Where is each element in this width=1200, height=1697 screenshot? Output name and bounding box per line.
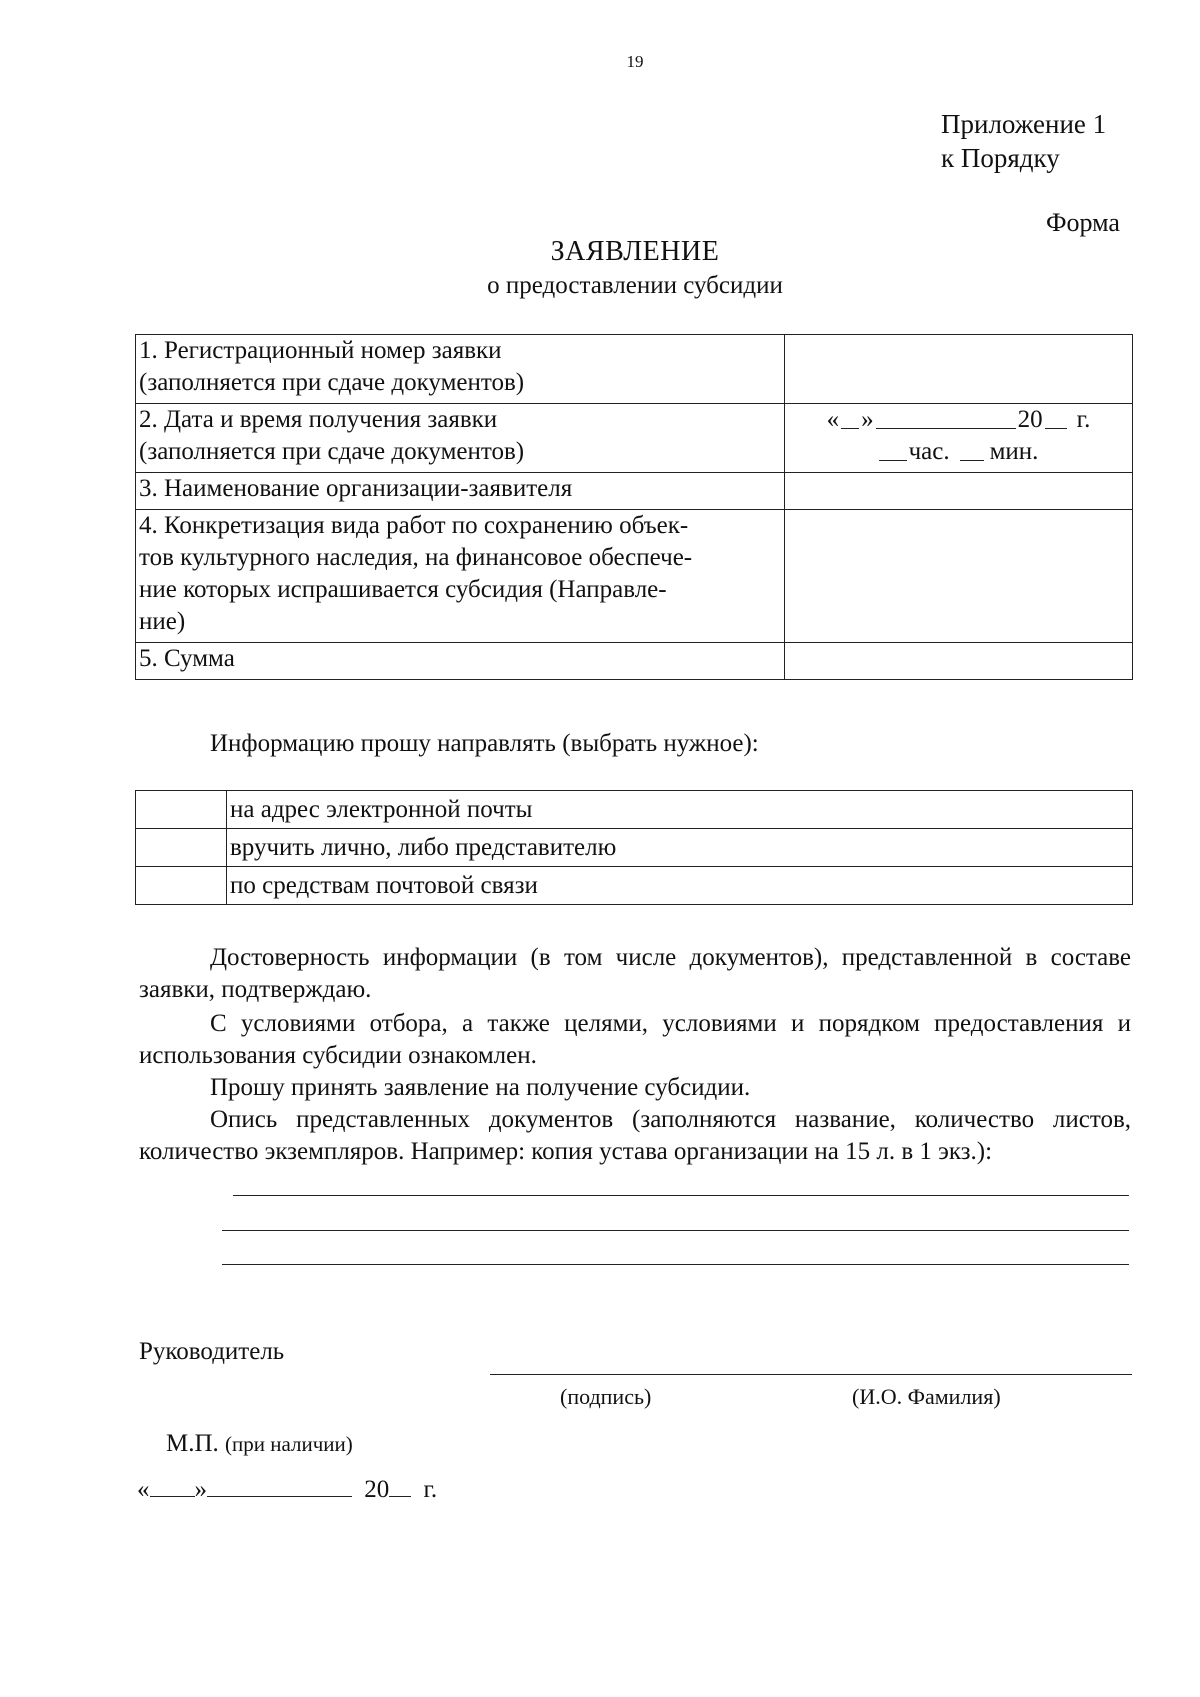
row-label [136, 473, 785, 510]
inventory-line[interactable] [222, 1264, 1129, 1265]
seal-text: М.П. [166, 1430, 219, 1457]
appendix-line-1: Приложение 1 [941, 109, 1107, 139]
table-row [136, 335, 1133, 404]
delivery-option-checkbox[interactable] [136, 829, 227, 867]
signature-caption: (подпись) [560, 1384, 652, 1409]
delivery-option-row [136, 829, 1133, 867]
inventory-line[interactable] [222, 1230, 1129, 1231]
request-paragraph: Прошу принять заявление на получение субсидии. [210, 1074, 751, 1101]
delivery-option-checkbox[interactable] [136, 867, 227, 905]
appendix-header [941, 107, 1106, 175]
year-suffix: г. [423, 1476, 438, 1503]
row-label-line: 5. Сумма [139, 645, 235, 672]
row-label-line: (заполняется при сдаче документов) [139, 369, 525, 396]
delivery-option-label: на адрес электронной почты [227, 791, 1133, 829]
table-row [136, 473, 1133, 510]
name-caption: (И.О. Фамилия) [852, 1384, 1001, 1409]
delivery-option-label: по средствам почтовой связи [227, 867, 1133, 905]
hours-label: час. [908, 438, 950, 465]
table-row [136, 643, 1133, 680]
minutes-label: мин. [989, 438, 1039, 465]
day-blank[interactable] [150, 1474, 195, 1497]
appendix-line-2: к Порядку [941, 143, 1060, 173]
row-label-line: ние) [139, 608, 186, 635]
row-label-line: 3. Наименование организации-заявителя [139, 475, 573, 502]
table-row [136, 404, 1133, 473]
delivery-options-table [135, 790, 1133, 905]
delivery-option-checkbox[interactable] [136, 791, 227, 829]
open-quote: « [137, 1476, 150, 1503]
seal-label [166, 1430, 353, 1458]
application-table [135, 334, 1133, 680]
row-label-line: (заполняется при сдаче документов) [139, 438, 525, 465]
hours-blank[interactable] [879, 436, 907, 461]
table-row [136, 510, 1133, 643]
delivery-intro: Информацию прошу направлять (выбрать нужное): [210, 730, 759, 757]
day-blank[interactable] [841, 404, 859, 429]
year-suffix: г. [1076, 406, 1091, 433]
signature-line[interactable] [490, 1374, 1132, 1375]
close-quote: » [861, 406, 874, 433]
form-label: Форма [1046, 208, 1120, 237]
document-subtitle: о предоставлении субсидии [487, 272, 783, 299]
year-blank[interactable] [389, 1474, 411, 1497]
inventory-paragraph: Опись представленных документов (заполняются название, количество листов, количество экземпляров. Например: копия устава организации на 15 л. в 1 экз.): [139, 1106, 1131, 1165]
year-prefix: 20 [364, 1476, 390, 1503]
work-type-field[interactable] [785, 510, 1133, 643]
open-quote: « [826, 406, 840, 433]
organization-name-field[interactable] [785, 473, 1133, 510]
row-label [136, 404, 785, 473]
row-label-line: 4. Конкретизация вида работ по сохранению объек- [139, 512, 689, 539]
row-label-line: 2. Дата и время получения заявки [139, 406, 498, 433]
close-quote: » [194, 1476, 207, 1503]
row-label [136, 335, 785, 404]
date-line [788, 404, 1129, 436]
month-blank[interactable] [207, 1474, 352, 1497]
signing-date [137, 1474, 437, 1504]
row-label-line: тов культурного наследия, на финансовое обеспече- [139, 544, 693, 571]
document-title: ЗАЯВЛЕНИЕ [550, 236, 720, 267]
receipt-datetime-field[interactable] [785, 404, 1133, 473]
delivery-option-row [136, 867, 1133, 905]
registration-number-field[interactable] [785, 335, 1133, 404]
year-blank[interactable] [1045, 404, 1067, 429]
row-label [136, 643, 785, 680]
delivery-option-label: вручить лично, либо представителю [227, 829, 1133, 867]
head-label: Руководитель [139, 1338, 285, 1365]
year-prefix: 20 [1017, 406, 1043, 433]
seal-note: (при наличии) [225, 1432, 353, 1456]
row-label [136, 510, 785, 643]
page-number: 19 [626, 52, 644, 71]
amount-field[interactable] [785, 643, 1133, 680]
inventory-line[interactable] [233, 1195, 1129, 1196]
minutes-blank[interactable] [960, 436, 984, 461]
reliability-paragraph: Достоверность информации (в том числе документов), представленной в составе заявки, подтверждаю. [139, 944, 1131, 1003]
conditions-paragraph: С условиями отбора, а также целями, условиями и порядком предоставления и использования субсидии ознакомлен. [139, 1010, 1131, 1069]
month-blank[interactable] [876, 404, 1016, 429]
delivery-option-row [136, 791, 1133, 829]
time-line [788, 436, 1129, 468]
row-label-line: ние которых испрашивается субсидия (Направле- [139, 576, 667, 603]
row-label-line: 1. Регистрационный номер заявки [139, 337, 502, 364]
